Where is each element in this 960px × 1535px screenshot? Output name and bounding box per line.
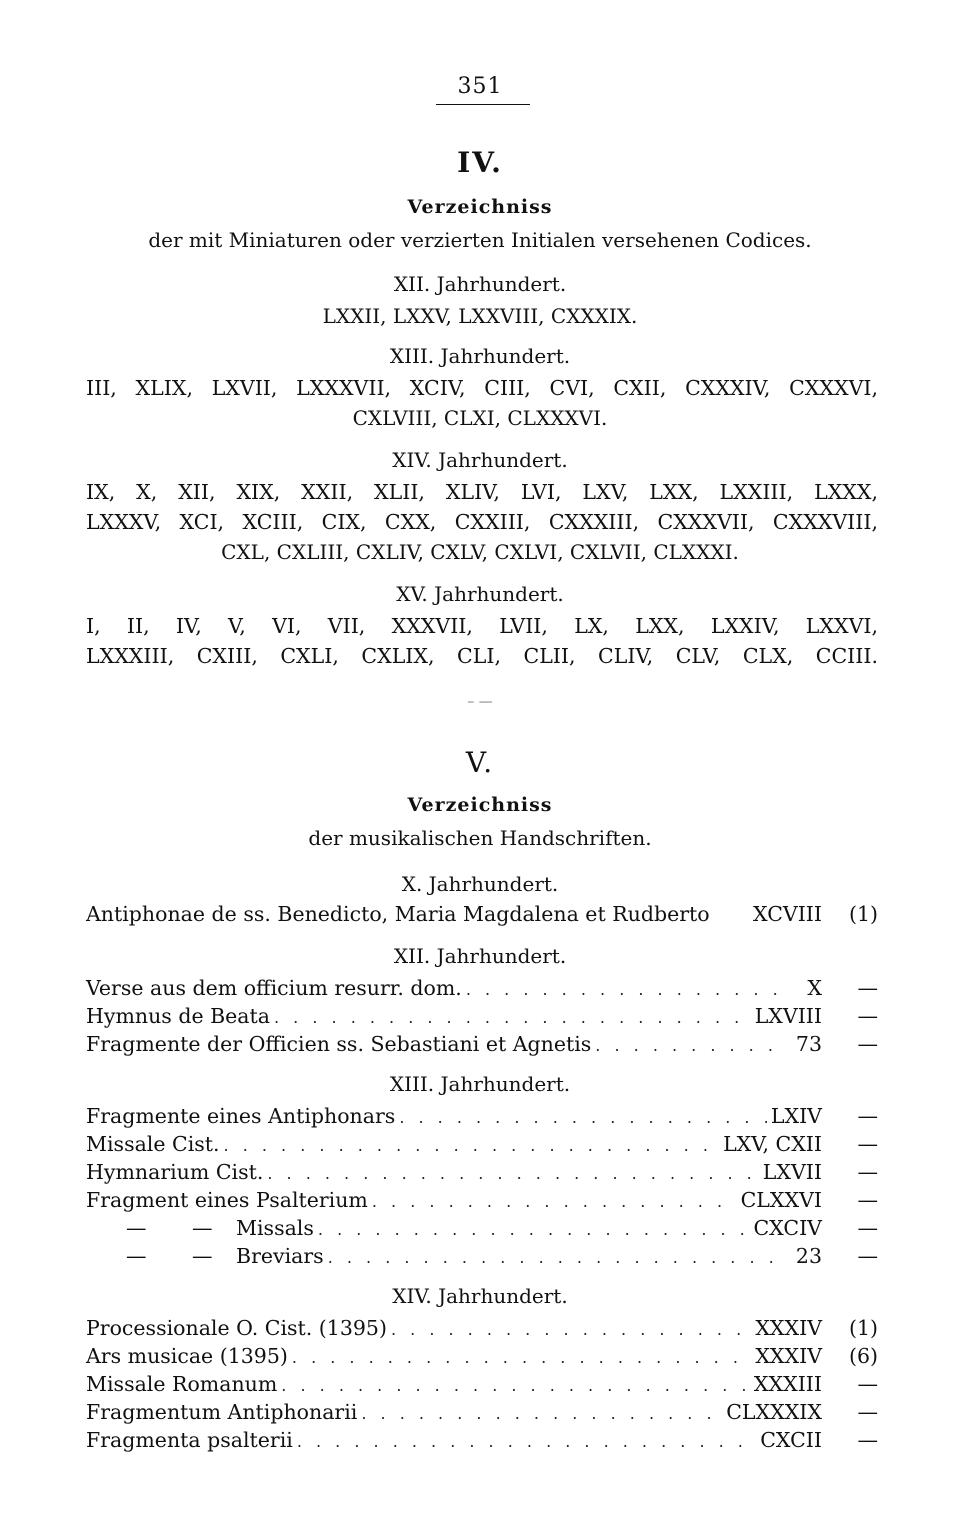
entry-codex: LXVIII [754, 1004, 822, 1028]
entry-codex: LXV, CXII [723, 1132, 822, 1156]
entry-note: — [857, 1004, 878, 1028]
leader-dots [328, 1248, 778, 1267]
entry-codex: X [807, 976, 822, 1000]
manuscript-entry [86, 1188, 878, 1216]
entry-title: Hymnarium Cist. [86, 1160, 264, 1184]
codex-list-line: CXLVIII, CLXI, CLXXXVI. [352, 406, 608, 430]
leader-dots [292, 1348, 751, 1367]
manuscript-entry [86, 1344, 878, 1372]
manuscript-entry [86, 1132, 878, 1160]
ditto-mark: — [126, 1244, 147, 1268]
entry-title: Verse aus dem officium resurr. dom. [86, 976, 462, 1000]
entry-title: Missals [236, 1216, 314, 1240]
entry-note: — [857, 1104, 878, 1128]
entry-codex: LXVII [762, 1160, 822, 1184]
century-heading: XIII. Jahrhundert. [389, 344, 571, 368]
leader-dots [361, 1404, 722, 1423]
codex-list-line: LXXII, LXXV, LXXVIII, CXXXIX. [322, 304, 638, 328]
entry-codex: XXXIII [753, 1372, 822, 1396]
manuscript-entry [86, 1372, 878, 1400]
entry-title: Fragmenta psalterii [86, 1428, 293, 1452]
entry-note: — [857, 1216, 878, 1240]
entry-title-ditto [86, 1216, 318, 1240]
manuscript-entry [86, 1104, 878, 1132]
entry-note: — [857, 1372, 878, 1396]
page-number: 351 [457, 74, 503, 99]
manuscript-entry [86, 1160, 878, 1188]
codex-list-line: LXXXIII, CXIII, CXLI, CXLIX, CLI, CLII, CLIV, CLV, CLX, CCIII. [86, 644, 878, 668]
century-heading: XII. Jahrhundert. [393, 272, 567, 296]
entry-note: — [857, 1188, 878, 1212]
manuscript-entry [86, 1004, 878, 1032]
codex-list-line: CXL, CXLIII, CXLIV, CXLV, CXLVI, CXLVII, CLXXXI. [221, 540, 739, 564]
leader-dots [274, 1008, 751, 1027]
century-heading: XII. Jahrhundert. [393, 944, 567, 968]
entry-title: Fragment eines Psalterium [86, 1188, 368, 1212]
section-v-heading: Verzeichniss [407, 794, 553, 816]
codex-list-line: LXXXV, XCI, XCIII, CIX, CXX, CXXIII, CXXXIII, CXXXVII, CXXXVIII, [86, 510, 878, 534]
entry-title: Hymnus de Beata [86, 1004, 270, 1028]
century-heading: X. Jahrhundert. [401, 872, 559, 896]
entry-codex: CLXXXIX [726, 1400, 822, 1424]
manuscript-entry [86, 1032, 878, 1060]
entry-title: Antiphonae de ss. Benedicto, Maria Magdalena et Rudberto [86, 902, 710, 926]
ditto-mark: — [192, 1244, 213, 1268]
manuscript-entry [86, 1428, 878, 1456]
entry-codex: XCVIII [752, 902, 822, 926]
leader-dots [224, 1136, 720, 1155]
century-heading: XIV. Jahrhundert. [392, 1284, 568, 1308]
entry-title: Breviars [236, 1244, 324, 1268]
manuscript-entry [86, 976, 878, 1004]
entry-codex: CXCIV [753, 1216, 822, 1240]
leader-dots [466, 980, 778, 999]
manuscript-entry [86, 1244, 878, 1272]
entry-title: Missale Cist. [86, 1132, 220, 1156]
manuscript-entry [86, 902, 878, 930]
entry-codex: XXXIV [755, 1344, 822, 1368]
entry-title-ditto [86, 1244, 328, 1268]
leader-dots [372, 1192, 737, 1211]
entry-codex: 23 [795, 1244, 822, 1268]
entry-note: — [857, 1428, 878, 1452]
section-v-numeral: V. [465, 746, 495, 779]
entry-note: — [857, 1244, 878, 1268]
entry-codex: CLXXVI [740, 1188, 822, 1212]
leader-dots [391, 1320, 751, 1339]
section-iv-subtitle: der mit Miniaturen oder verzierten Initialen versehenen Codices. [148, 228, 812, 252]
manuscript-entry [86, 1316, 878, 1344]
entry-note: — [857, 976, 878, 1000]
manuscript-entry [86, 1400, 878, 1428]
leader-dots [399, 1108, 767, 1127]
entry-note: (1) [848, 1316, 878, 1340]
entry-note: — [857, 1400, 878, 1424]
entry-title: Ars musicae (1395) [86, 1344, 288, 1368]
codex-list-line: I, II, IV, V, VI, VII, XXXVII, LVII, LX, LXX, LXXIV, LXXVI, [86, 614, 878, 638]
entry-codex: XXXIV [755, 1316, 822, 1340]
leader-dots [318, 1220, 750, 1239]
entry-codex: 73 [795, 1032, 822, 1056]
entry-note: (6) [848, 1344, 878, 1368]
century-heading: XV. Jahrhundert. [396, 582, 564, 606]
entry-title: Fragmente der Officien ss. Sebastiani et Agnetis [86, 1032, 592, 1056]
leader-dots [267, 1164, 758, 1183]
entry-note: — [857, 1032, 878, 1056]
entry-note: (1) [848, 902, 878, 926]
entry-title: Missale Romanum [86, 1372, 278, 1396]
section-separator: – — [467, 694, 493, 710]
section-v-subtitle: der musikalischen Handschriften. [308, 826, 652, 850]
entry-codex: LXIV [770, 1104, 822, 1128]
page-number-rule [436, 104, 530, 105]
ditto-mark: — [126, 1216, 147, 1240]
leader-dots [281, 1376, 750, 1395]
entry-title: Fragmentum Antiphonarii [86, 1400, 358, 1424]
century-heading: XIV. Jahrhundert. [392, 448, 568, 472]
ditto-mark: — [192, 1216, 213, 1240]
codex-list-line: IX, X, XII, XIX, XXII, XLII, XLIV, LVI, LXV, LXX, LXXIII, LXXX, [86, 480, 878, 504]
manuscript-entry [86, 1216, 878, 1244]
section-iv-heading: Verzeichniss [407, 196, 553, 218]
entry-note: — [857, 1160, 878, 1184]
section-iv-numeral: IV. [457, 146, 503, 179]
leader-dots [595, 1036, 778, 1055]
entry-codex: CXCII [760, 1428, 822, 1452]
century-heading: XIII. Jahrhundert. [389, 1072, 571, 1096]
codex-list-line: III, XLIX, LXVII, LXXXVII, XCIV, CIII, CVI, CXII, CXXXIV, CXXXVI, [86, 376, 878, 400]
entry-title: Fragmente eines Antiphonars [86, 1104, 396, 1128]
leader-dots [297, 1432, 756, 1451]
entry-title: Processionale O. Cist. (1395) [86, 1316, 387, 1340]
entry-note: — [857, 1132, 878, 1156]
